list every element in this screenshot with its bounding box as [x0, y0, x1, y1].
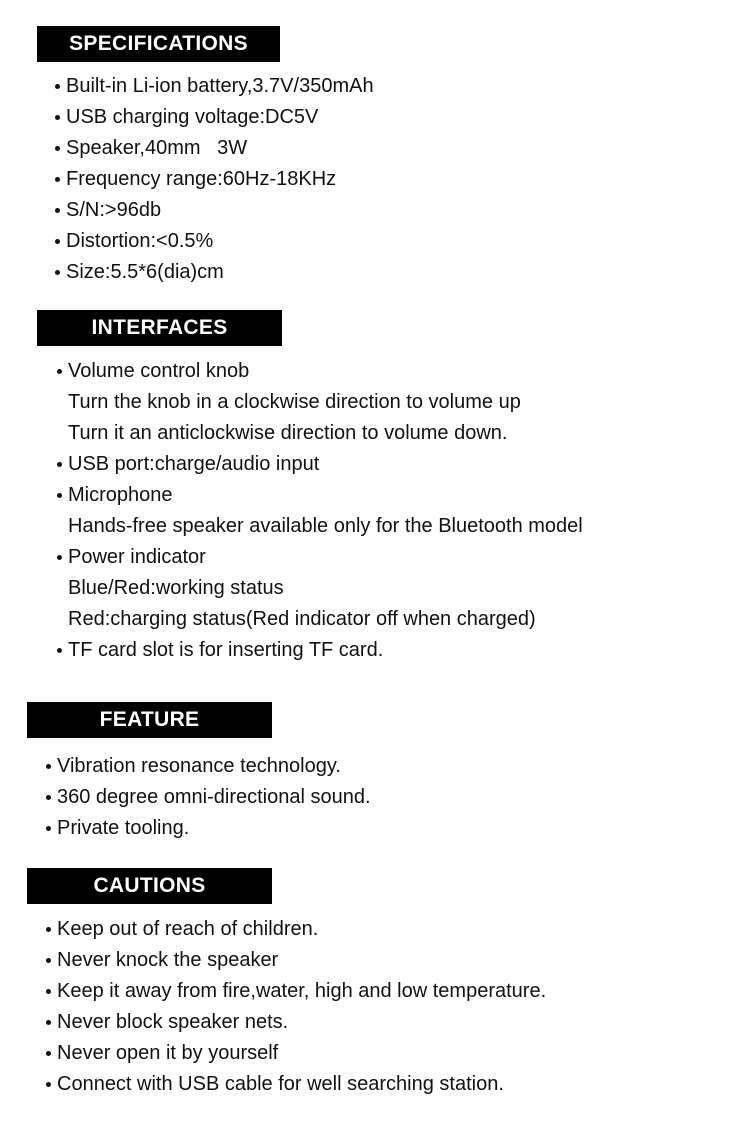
- interfaces-header: INTERFACES: [37, 310, 282, 346]
- spec-item-charging-voltage: USB charging voltage:DC5V: [54, 102, 374, 133]
- interface-item-tf-card: TF card slot is for inserting TF card.: [56, 635, 583, 666]
- caution-item: Never open it by yourself: [45, 1038, 546, 1069]
- interface-item-usb-port: USB port:charge/audio input: [56, 449, 583, 480]
- spec-item-snr: S/N:>96db: [54, 195, 374, 226]
- feature-item: Private tooling.: [45, 813, 371, 844]
- interface-subline: Turn it an anticlockwise direction to volume down.: [68, 422, 508, 444]
- specifications-list: [54, 71, 374, 288]
- interface-subline: Turn the knob in a clockwise direction to volume up: [68, 391, 521, 413]
- spec-item-size: Size:5.5*6(dia)cm: [54, 257, 374, 288]
- specifications-header: SPECIFICATIONS: [37, 26, 280, 62]
- caution-item: Connect with USB cable for well searching station.: [45, 1069, 546, 1100]
- feature-item: 360 degree omni-directional sound.: [45, 782, 371, 813]
- interfaces-list: [56, 356, 583, 666]
- interface-subline: Hands-free speaker available only for the Bluetooth model: [68, 515, 583, 537]
- spec-item-battery: Built-in Li-ion battery,3.7V/350mAh: [54, 71, 374, 102]
- interface-item-power-indicator: Power indicator: [56, 542, 583, 573]
- feature-header: FEATURE: [27, 702, 272, 738]
- cautions-header: CAUTIONS: [27, 868, 272, 904]
- interface-item-volume-knob: Volume control knob: [56, 356, 583, 387]
- interface-item-microphone: Microphone: [56, 480, 583, 511]
- interface-subline: Blue/Red:working status: [68, 577, 284, 599]
- feature-item: Vibration resonance technology.: [45, 751, 371, 782]
- spec-item-frequency: Frequency range:60Hz-18KHz: [54, 164, 374, 195]
- caution-item: Never knock the speaker: [45, 945, 546, 976]
- feature-list: [45, 751, 371, 844]
- caution-item: Keep it away from fire,water, high and low temperature.: [45, 976, 546, 1007]
- caution-item: Never block speaker nets.: [45, 1007, 546, 1038]
- spec-item-speaker: Speaker,40mm 3W: [54, 133, 374, 164]
- caution-item: Keep out of reach of children.: [45, 914, 546, 945]
- spec-item-distortion: Distortion:<0.5%: [54, 226, 374, 257]
- interface-subline: Red:charging status(Red indicator off when charged): [68, 608, 536, 630]
- cautions-list: [45, 914, 546, 1100]
